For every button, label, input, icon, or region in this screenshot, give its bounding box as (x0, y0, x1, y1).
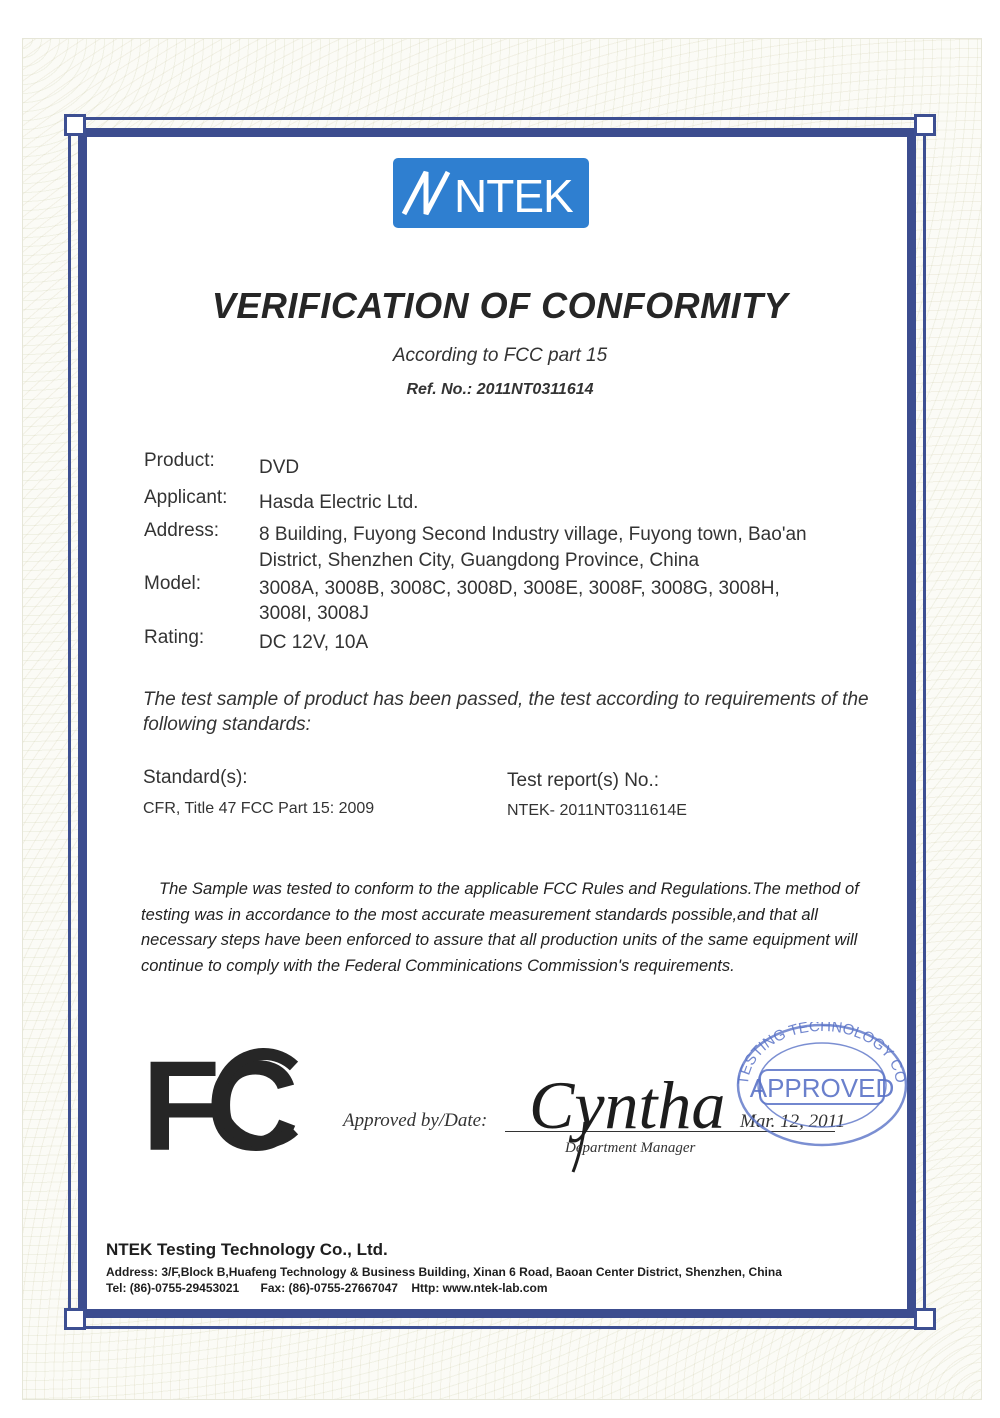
standards-value: CFR, Title 47 FCC Part 15: 2009 (143, 800, 375, 817)
model-label: Model: (144, 573, 202, 594)
rating-label: Rating: (144, 627, 205, 648)
frame-corner (64, 1308, 86, 1330)
footer-address: Address: 3/F,Block B,Huafeng Technology & Business Building, Xinan 6 Road, Baoan Center District, Shenzhen, China (106, 1265, 782, 1279)
compliance-paragraph: The Sample was tested to conform to the applicable FCC Rules and Regulations.The method of testing was in accordance to the most accurate measurement standards possible,and that all necessary steps have been enforced to assure that all production units of the same equipment will continue to comply with the Federal Comminications Commission's requirements. (141, 880, 859, 975)
frame-corner (914, 1308, 936, 1330)
approval-date: Mar. 12, 2011 (740, 1111, 846, 1132)
frame-corner (914, 114, 936, 136)
footer-fax: Fax: (86)-0755-27667047 (260, 1281, 398, 1295)
signature (525, 1050, 765, 1180)
reference-number (0, 381, 1000, 399)
test-report-value: NTEK- 2011NT0311614E (507, 802, 687, 819)
ntek-logo-mark (396, 160, 586, 226)
fcc-logo-text: FC (144, 1038, 285, 1158)
address-line-2: District, Shenzhen City, Guangdong Province, China (259, 550, 700, 571)
ntek-logo (393, 158, 589, 228)
test-statement: The test sample of product has been passed, the test according to requirements of the following standards: (143, 689, 869, 735)
footer-contact (106, 1281, 548, 1295)
standards-label: Standard(s): (143, 767, 248, 788)
address-label: Address: (144, 520, 219, 541)
stamp-center-text: APPROVED (749, 1073, 895, 1103)
signature-text: Cyntha (529, 1067, 726, 1143)
ref-value: 2011NT0311614 (476, 381, 594, 398)
product-value: DVD (259, 457, 300, 478)
fcc-logo (144, 1038, 309, 1163)
footer-company: NTEK Testing Technology Co., Ltd. (106, 1240, 388, 1259)
model-line-2: 3008I, 3008J (259, 603, 369, 624)
footer-web: Http: www.ntek-lab.com (411, 1281, 548, 1295)
frame-corner (64, 114, 86, 136)
product-label: Product: (144, 450, 215, 471)
ntek-logo-text: NTEK (454, 170, 573, 222)
department-title: Department Manager (565, 1140, 696, 1156)
applicant-label: Applicant: (144, 487, 228, 508)
ref-label: Ref. No.: (406, 381, 473, 398)
stamp-ring-text: TESTING TECHNOLOGY CO (734, 1022, 910, 1086)
approved-by-label: Approved by/Date: (343, 1110, 488, 1131)
subtitle: According to FCC part 15 (392, 345, 608, 366)
page-title: VERIFICATION OF CONFORMITY (211, 285, 789, 326)
test-report-label: Test report(s) No.: (507, 770, 660, 791)
footer-tel: Tel: (86)-0755-29453021 (106, 1281, 240, 1295)
address-line-1: 8 Building, Fuyong Second Industry village, Fuyong town, Bao'an (259, 524, 807, 545)
approved-stamp (734, 1022, 910, 1153)
rating-value: DC 12V, 10A (259, 632, 369, 653)
applicant-value: Hasda Electric Ltd. (259, 492, 419, 513)
model-line-1: 3008A, 3008B, 3008C, 3008D, 3008E, 3008F, 3008G, 3008H, (259, 578, 780, 599)
